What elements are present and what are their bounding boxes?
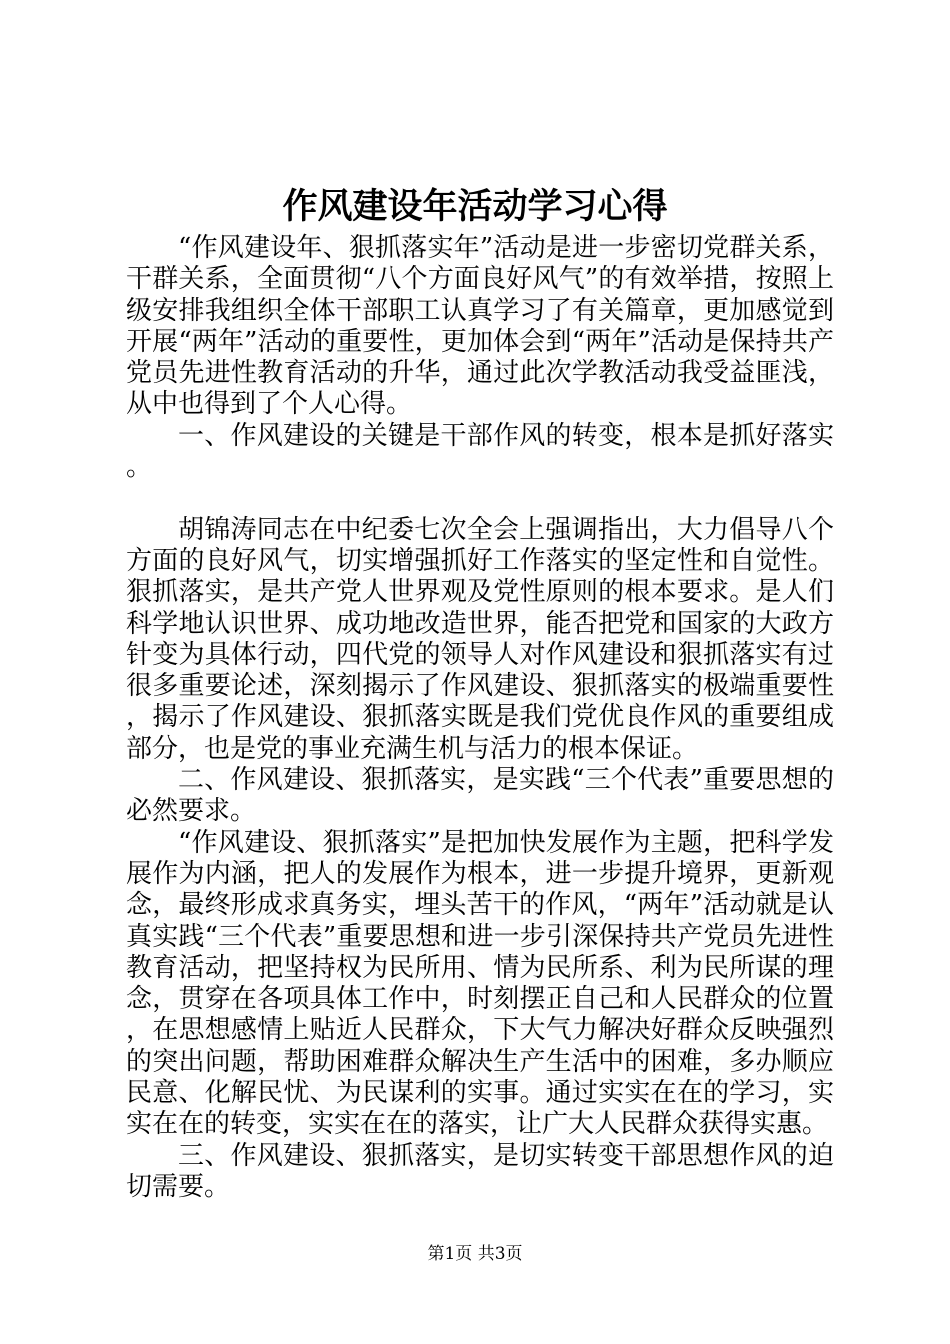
page-title: 作风建设年活动学习心得 [282,186,668,227]
document-body [126,233,834,1203]
blank-line [126,483,834,514]
body-paragraph-1: 胡锦涛同志在中纪委七次全会上强调指出，大力倡导八个方面的良好风气，切实增强抓好工作落实的坚定性和自觉性。狠抓落实，是共产党人世界观及党性原则的根本要求。是人们科学地认识世界、成功地改造世界，能否把党和国家的大政方针变为具体行动，四代党的领导人对作风建设和狠抓落实有过很多重要论述，深刻揭示了作风建设、狠抓落实的极端重要性，揭示了作风建设、狠抓落实既是我们党优良作风的重要组成部分，也是党的事业充满生机与活力的根本保证。 [126,514,834,764]
page-footer: 第1页 共3页 [427,1244,523,1264]
section-heading-3: 三、作风建设、狠抓落实，是切实转变干部思想作风的迫切需要。 [126,1140,834,1202]
body-paragraph-2: “作风建设、狠抓落实”是把加快发展作为主题，把科学发展作为内涵，把人的发展作为根本，进一步提升境界，更新观念，最终形成求真务实，埋头苦干的作风，“两年”活动就是认真实践“三个代表”重要思想和进一步引深保持共产党员先进性教育活动，把坚持权为民所用、情为民所系、利为民所谋的理念，贯穿在各项具体工作中，时刻摆正自己和人民群众的位置，在思想感情上贴近人民群众，下大气力解决好群众反映强烈的突出问题，帮助困难群众解决生产生活中的困难，多办顺应民意、化解民忧、为民谋利的实事。通过实实在在的学习，实实在在的转变，实实在在的落实，让广大人民群众获得实惠。 [126,827,834,1140]
section-heading-1: 一、作风建设的关键是干部作风的转变，根本是抓好落实。 [126,420,834,483]
intro-paragraph: “作风建设年、狠抓落实年”活动是进一步密切党群关系，干群关系，全面贯彻“八个方面良好风气”的有效举措，按照上级安排我组织全体干部职工认真学习了有关篇章，更加感觉到开展“两年”活动的重要性，更加体会到“两年”活动是保持共产党员先进性教育活动的升华，通过此次学教活动我受益匪浅，从中也得到了个人心得。 [126,233,834,420]
section-heading-2: 二、作风建设、狠抓落实，是实践“三个代表”重要思想的必然要求。 [126,765,834,827]
